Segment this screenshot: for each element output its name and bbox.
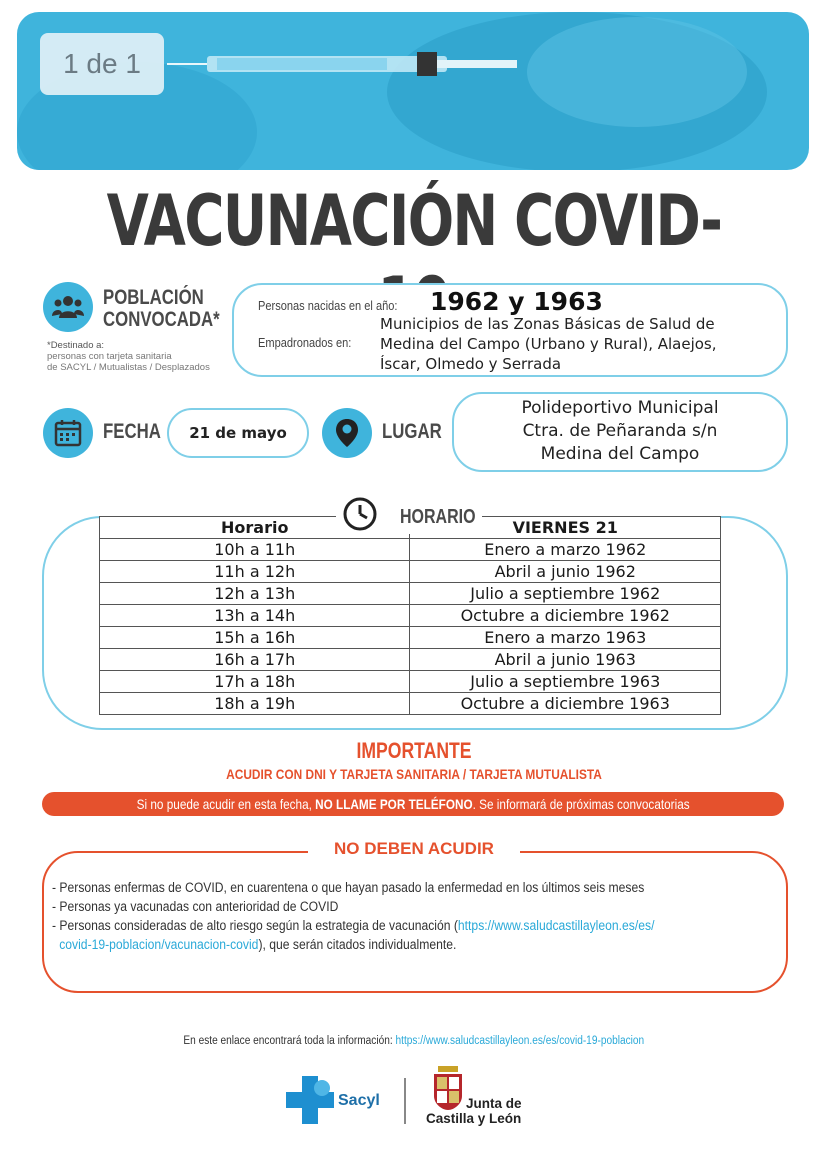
table-row — [100, 693, 721, 715]
footer-info: En este enlace encontrará toda la información: https://www.saludcastillayleon.es/es/covid-19-poblacion — [183, 1035, 645, 1047]
row-group: Enero a marzo 1962 — [410, 539, 721, 561]
row-time: 11h a 12h — [100, 561, 410, 583]
horario-heading — [336, 494, 482, 534]
table-row — [100, 583, 721, 605]
col-viernes-header: VIERNES 21 — [410, 517, 721, 539]
table-row — [100, 561, 721, 583]
fecha-label: FECHA — [103, 420, 161, 443]
lugar-label: LUGAR — [382, 420, 442, 443]
row-group: Julio a septiembre 1962 — [410, 583, 721, 605]
row-group: Abril a junio 1963 — [410, 649, 721, 671]
location-pin-icon — [322, 408, 372, 458]
table-row — [100, 649, 721, 671]
lugar-text: Polideportivo Municipal Ctra. de Peñaranda s/n Medina del Campo — [521, 398, 719, 464]
table-row — [100, 671, 721, 693]
table-row — [100, 627, 721, 649]
nacidas-label: Personas nacidas en el año: — [258, 298, 398, 313]
page-indicator: 1 de 1 — [40, 33, 164, 95]
row-time: 13h a 14h — [100, 605, 410, 627]
no-deben-title: NO DEBEN ACUDIR — [308, 839, 520, 859]
row-group: Abril a junio 1962 — [410, 561, 721, 583]
info-link[interactable]: https://www.saludcastillayleon.es/es/covid-19-poblacion — [395, 1035, 645, 1047]
vacunacion-link[interactable]: https://www.saludcastillayleon.es/es/ — [457, 918, 655, 933]
horario-label: HORARIO — [400, 506, 476, 528]
poblacion-label: POBLACIÓN CONVOCADA* — [103, 286, 220, 331]
importante-title: IMPORTANTE — [356, 738, 472, 763]
logo-divider — [404, 1078, 406, 1124]
list-item: - Personas ya vacunadas con anterioridad de COVID — [52, 899, 339, 914]
row-group: Enero a marzo 1963 — [410, 627, 721, 649]
destinado-note: *Destinado a: personas con tarjeta sanitaria de SACYL / Mutualistas / Desplazados — [47, 340, 210, 373]
table-row — [100, 605, 721, 627]
sacyl-logo: Sacyl — [286, 1076, 334, 1129]
no-deben-list — [52, 878, 736, 954]
list-item: - Personas consideradas de alto riesgo según la estrategia de vacunación (https://www.saludcastillayleon.es/es/ covid-19-poblacion/vacunacion-covid), que serán citados individualmente. — [52, 918, 655, 952]
list-item: - Personas enfermas de COVID, en cuarentena o que hayan pasado la enfermedad en los últimos seis meses — [52, 880, 645, 895]
row-time: 12h a 13h — [100, 583, 410, 605]
row-group: Julio a septiembre 1963 — [410, 671, 721, 693]
row-time: 16h a 17h — [100, 649, 410, 671]
row-group: Octubre a diciembre 1963 — [410, 693, 721, 715]
row-time: 10h a 11h — [100, 539, 410, 561]
horario-table — [99, 516, 721, 715]
municipios-text: Municipios de las Zonas Básicas de Salud de Medina del Campo (Urbano y Rural), Alaejos, Íscar, Olmedo y Serrada — [380, 315, 717, 373]
no-llame-banner: Si no puede acudir en esta fecha, NO LLAME POR TELÉFONO. Se informará de próximas convocatorias — [42, 792, 784, 816]
importante-subtitle: ACUDIR CON DNI Y TARJETA SANITARIA / TARJETA MUTUALISTA — [226, 766, 602, 782]
people-icon — [43, 282, 93, 332]
row-time: 15h a 16h — [100, 627, 410, 649]
fecha-value: 21 de mayo — [167, 408, 309, 458]
sacyl-cross-icon — [286, 1076, 334, 1124]
calendar-icon — [43, 408, 93, 458]
row-group: Octubre a diciembre 1962 — [410, 605, 721, 627]
empadronados-label: Empadronados en: — [258, 335, 352, 350]
page-title: VACUNACIÓN COVID- — [106, 180, 722, 262]
clock-icon — [342, 496, 378, 532]
nacidas-value: 1962 y 1963 — [430, 287, 603, 316]
row-time: 18h a 19h — [100, 693, 410, 715]
junta-text: Junta de Castilla y León — [426, 1096, 522, 1126]
table-row — [100, 539, 721, 561]
col-horario-header: Horario — [100, 517, 410, 539]
vacunacion-link-cont[interactable]: covid-19-poblacion/vacunacion-covid — [59, 937, 259, 952]
row-time: 17h a 18h — [100, 671, 410, 693]
